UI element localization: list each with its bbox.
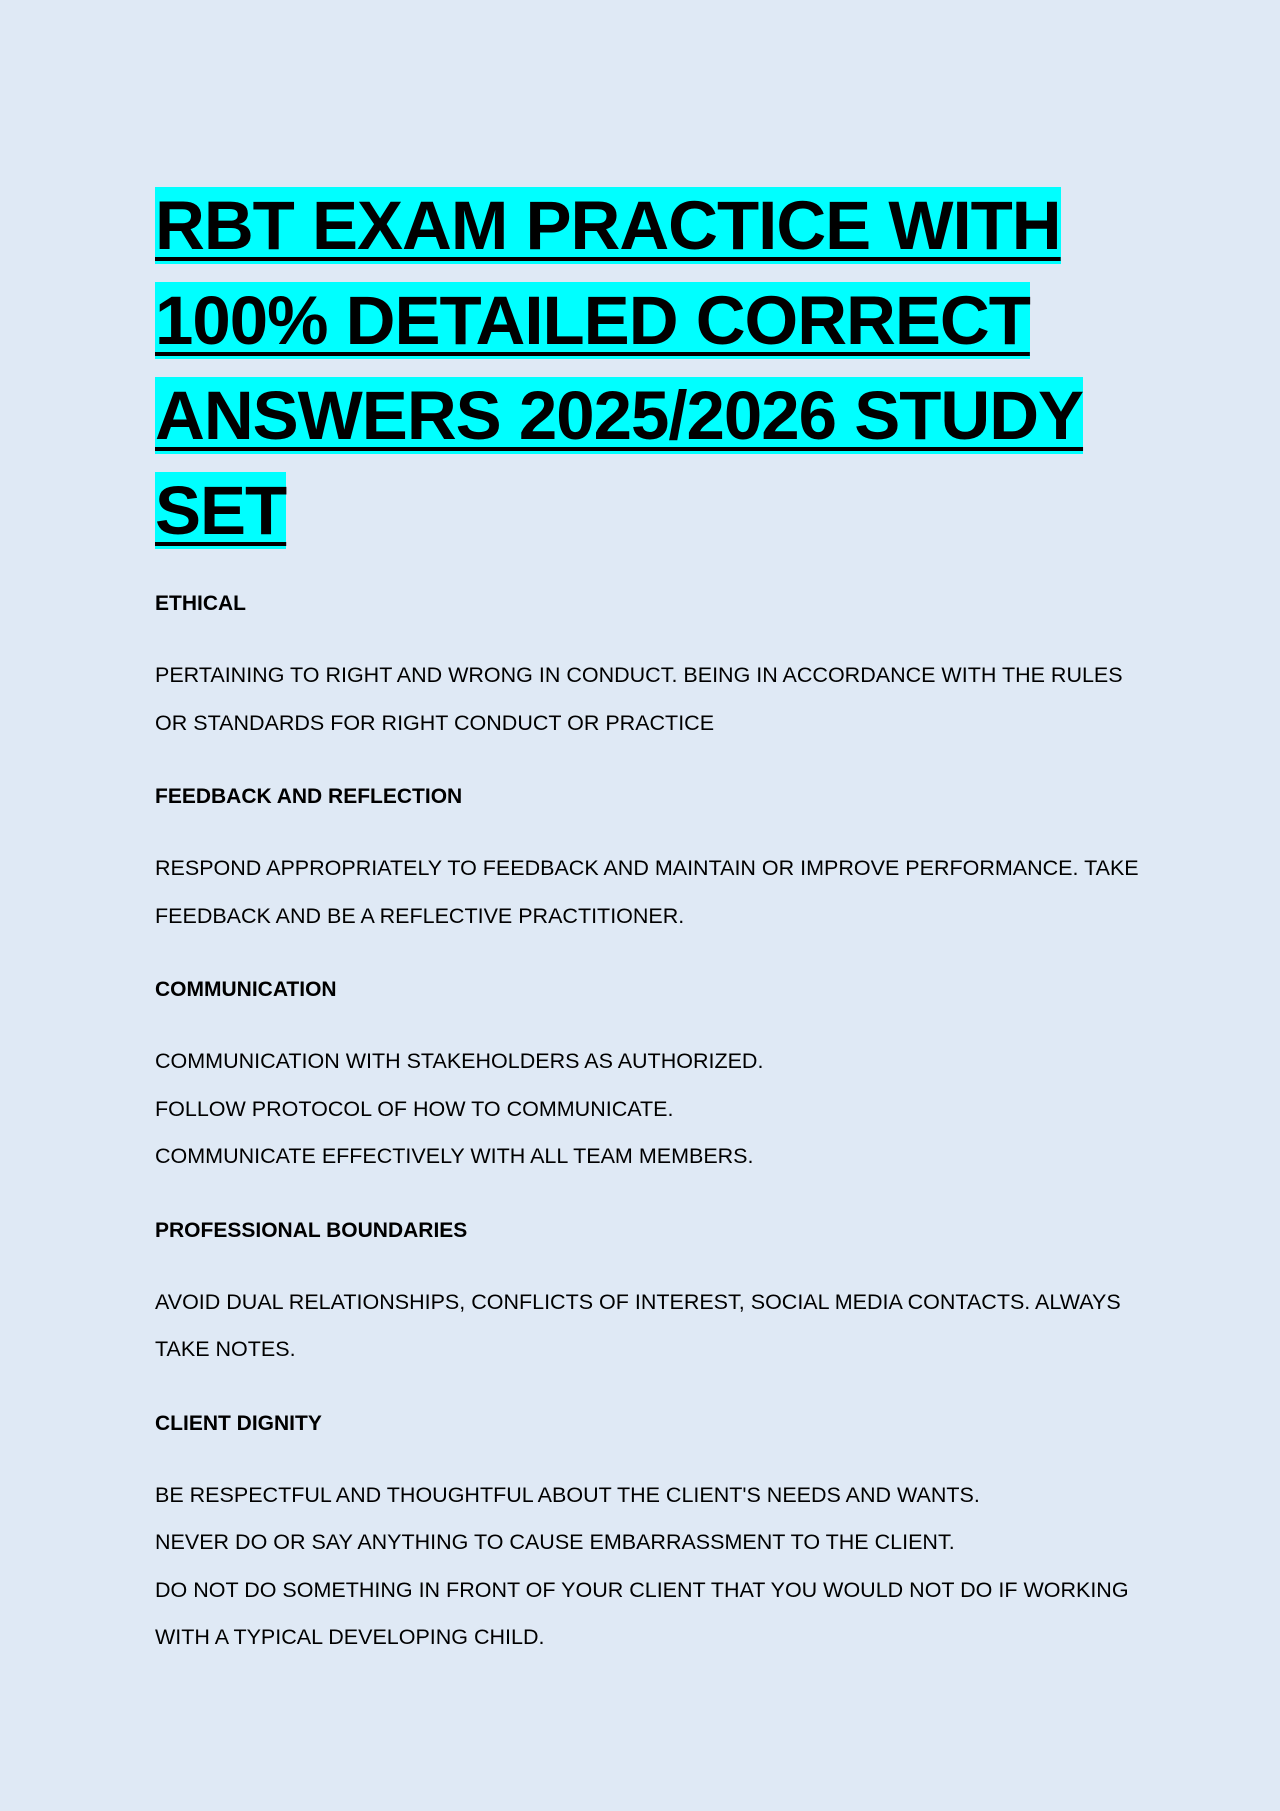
section-ethical bbox=[155, 580, 1160, 747]
body-line: COMMUNICATION WITH STAKEHOLDERS AS AUTHORIZED. bbox=[155, 1049, 764, 1073]
section-communication bbox=[155, 966, 1160, 1181]
body-line: RESPOND APPROPRIATELY TO FEEDBACK AND MAINTAIN OR IMPROVE PERFORMANCE. TAKE FEEDBACK AND BE A REFLECTIVE PRACTITIONER. bbox=[155, 856, 1139, 928]
body-line: COMMUNICATE EFFECTIVELY WITH ALL TEAM MEMBERS. bbox=[155, 1144, 754, 1168]
body-line: AVOID DUAL RELATIONSHIPS, CONFLICTS OF INTEREST, SOCIAL MEDIA CONTACTS. ALWAYS TAKE NOTES. bbox=[155, 1289, 1121, 1361]
section-heading: COMMUNICATION bbox=[155, 978, 337, 1001]
document-title bbox=[155, 178, 1095, 558]
document-title-text: RBT EXAM PRACTICE WITH 100% DETAILED CORRECT ANSWERS 2025/2026 STUDY SET bbox=[155, 187, 1084, 549]
section-feedback-and-reflection bbox=[155, 773, 1160, 940]
section-heading: CLIENT DIGNITY bbox=[155, 1411, 322, 1435]
body-line: BE RESPECTFUL AND THOUGHTFUL ABOUT THE CLIENT'S NEEDS AND WANTS. bbox=[155, 1482, 980, 1507]
section-heading: ETHICAL bbox=[155, 592, 246, 615]
section-client-dignity bbox=[155, 1400, 1160, 1662]
section-heading: PROFESSIONAL BOUNDARIES bbox=[155, 1218, 468, 1242]
section-professional-boundaries bbox=[155, 1207, 1160, 1374]
body-line: NEVER DO OR SAY ANYTHING TO CAUSE EMBARRASSMENT TO THE CLIENT. bbox=[155, 1530, 955, 1554]
section-heading: FEEDBACK AND REFLECTION bbox=[155, 785, 463, 808]
body-line: PERTAINING TO RIGHT AND WRONG IN CONDUCT. BEING IN ACCORDANCE WITH THE RULES OR STANDARDS FOR RIGHT CONDUCT OR PRACTICE bbox=[155, 663, 1123, 735]
body-line: DO NOT DO SOMETHING IN FRONT OF YOUR CLIENT THAT YOU WOULD NOT DO IF WORKING WITH A TYPICAL DEVELOPING CHILD. bbox=[155, 1577, 1129, 1649]
section-body bbox=[155, 1038, 1160, 1181]
section-body bbox=[155, 1472, 1160, 1662]
section-body bbox=[155, 1279, 1160, 1374]
body-line: FOLLOW PROTOCOL OF HOW TO COMMUNICATE. bbox=[155, 1096, 674, 1121]
section-body bbox=[155, 845, 1160, 940]
section-body bbox=[155, 652, 1160, 747]
